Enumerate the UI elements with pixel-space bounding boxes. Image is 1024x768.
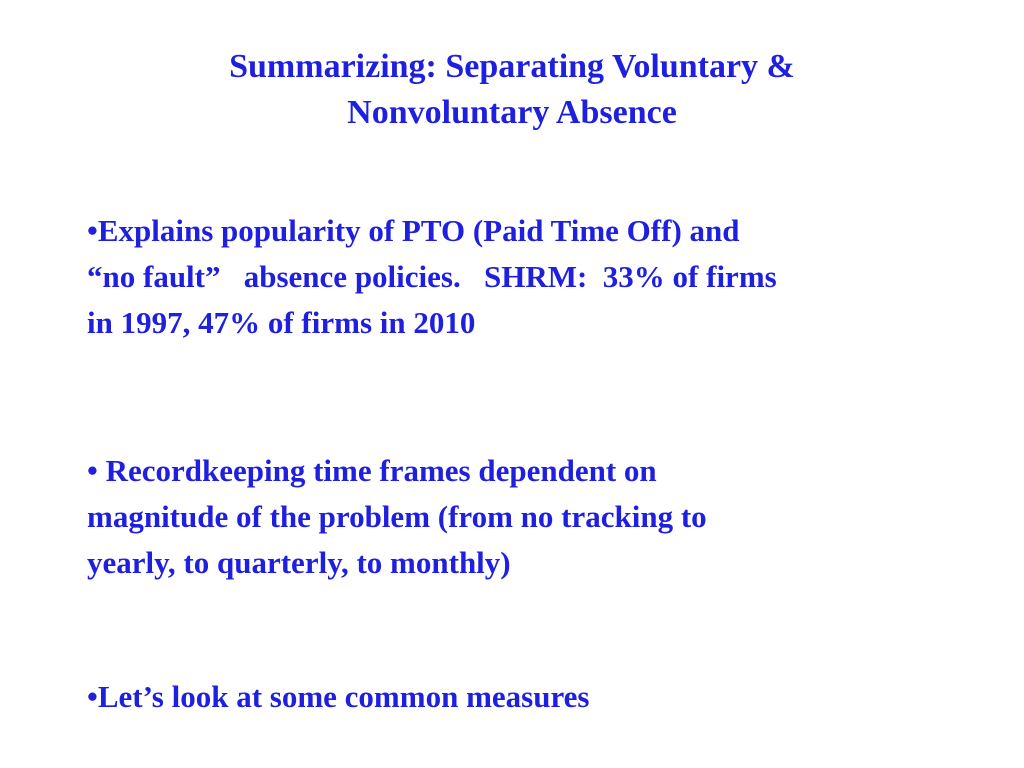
bullet-line: yearly, to quarterly, to monthly) [87, 545, 511, 580]
slide-title-line-2: Nonvoluntary Absence [347, 94, 677, 131]
bullet-line: • Recordkeeping time frames dependent on [87, 453, 657, 488]
bullet-line: “no fault” absence policies. SHRM: 33% of firms [87, 259, 777, 294]
bullet-recordkeeping [87, 448, 987, 586]
bullet-line: magnitude of the problem (from no tracking to [87, 499, 707, 534]
bullet-pto-policies [87, 208, 987, 346]
bullet-common-measures [87, 674, 987, 720]
bullet-line: •Explains popularity of PTO (Paid Time Off) and [87, 213, 740, 248]
bullet-line: in 1997, 47% of firms in 2010 [87, 305, 476, 340]
slide-title [0, 44, 1024, 136]
bullet-line: •Let’s look at some common measures [87, 679, 590, 714]
slide-title-line-1: Summarizing: Separating Voluntary & [229, 48, 795, 85]
